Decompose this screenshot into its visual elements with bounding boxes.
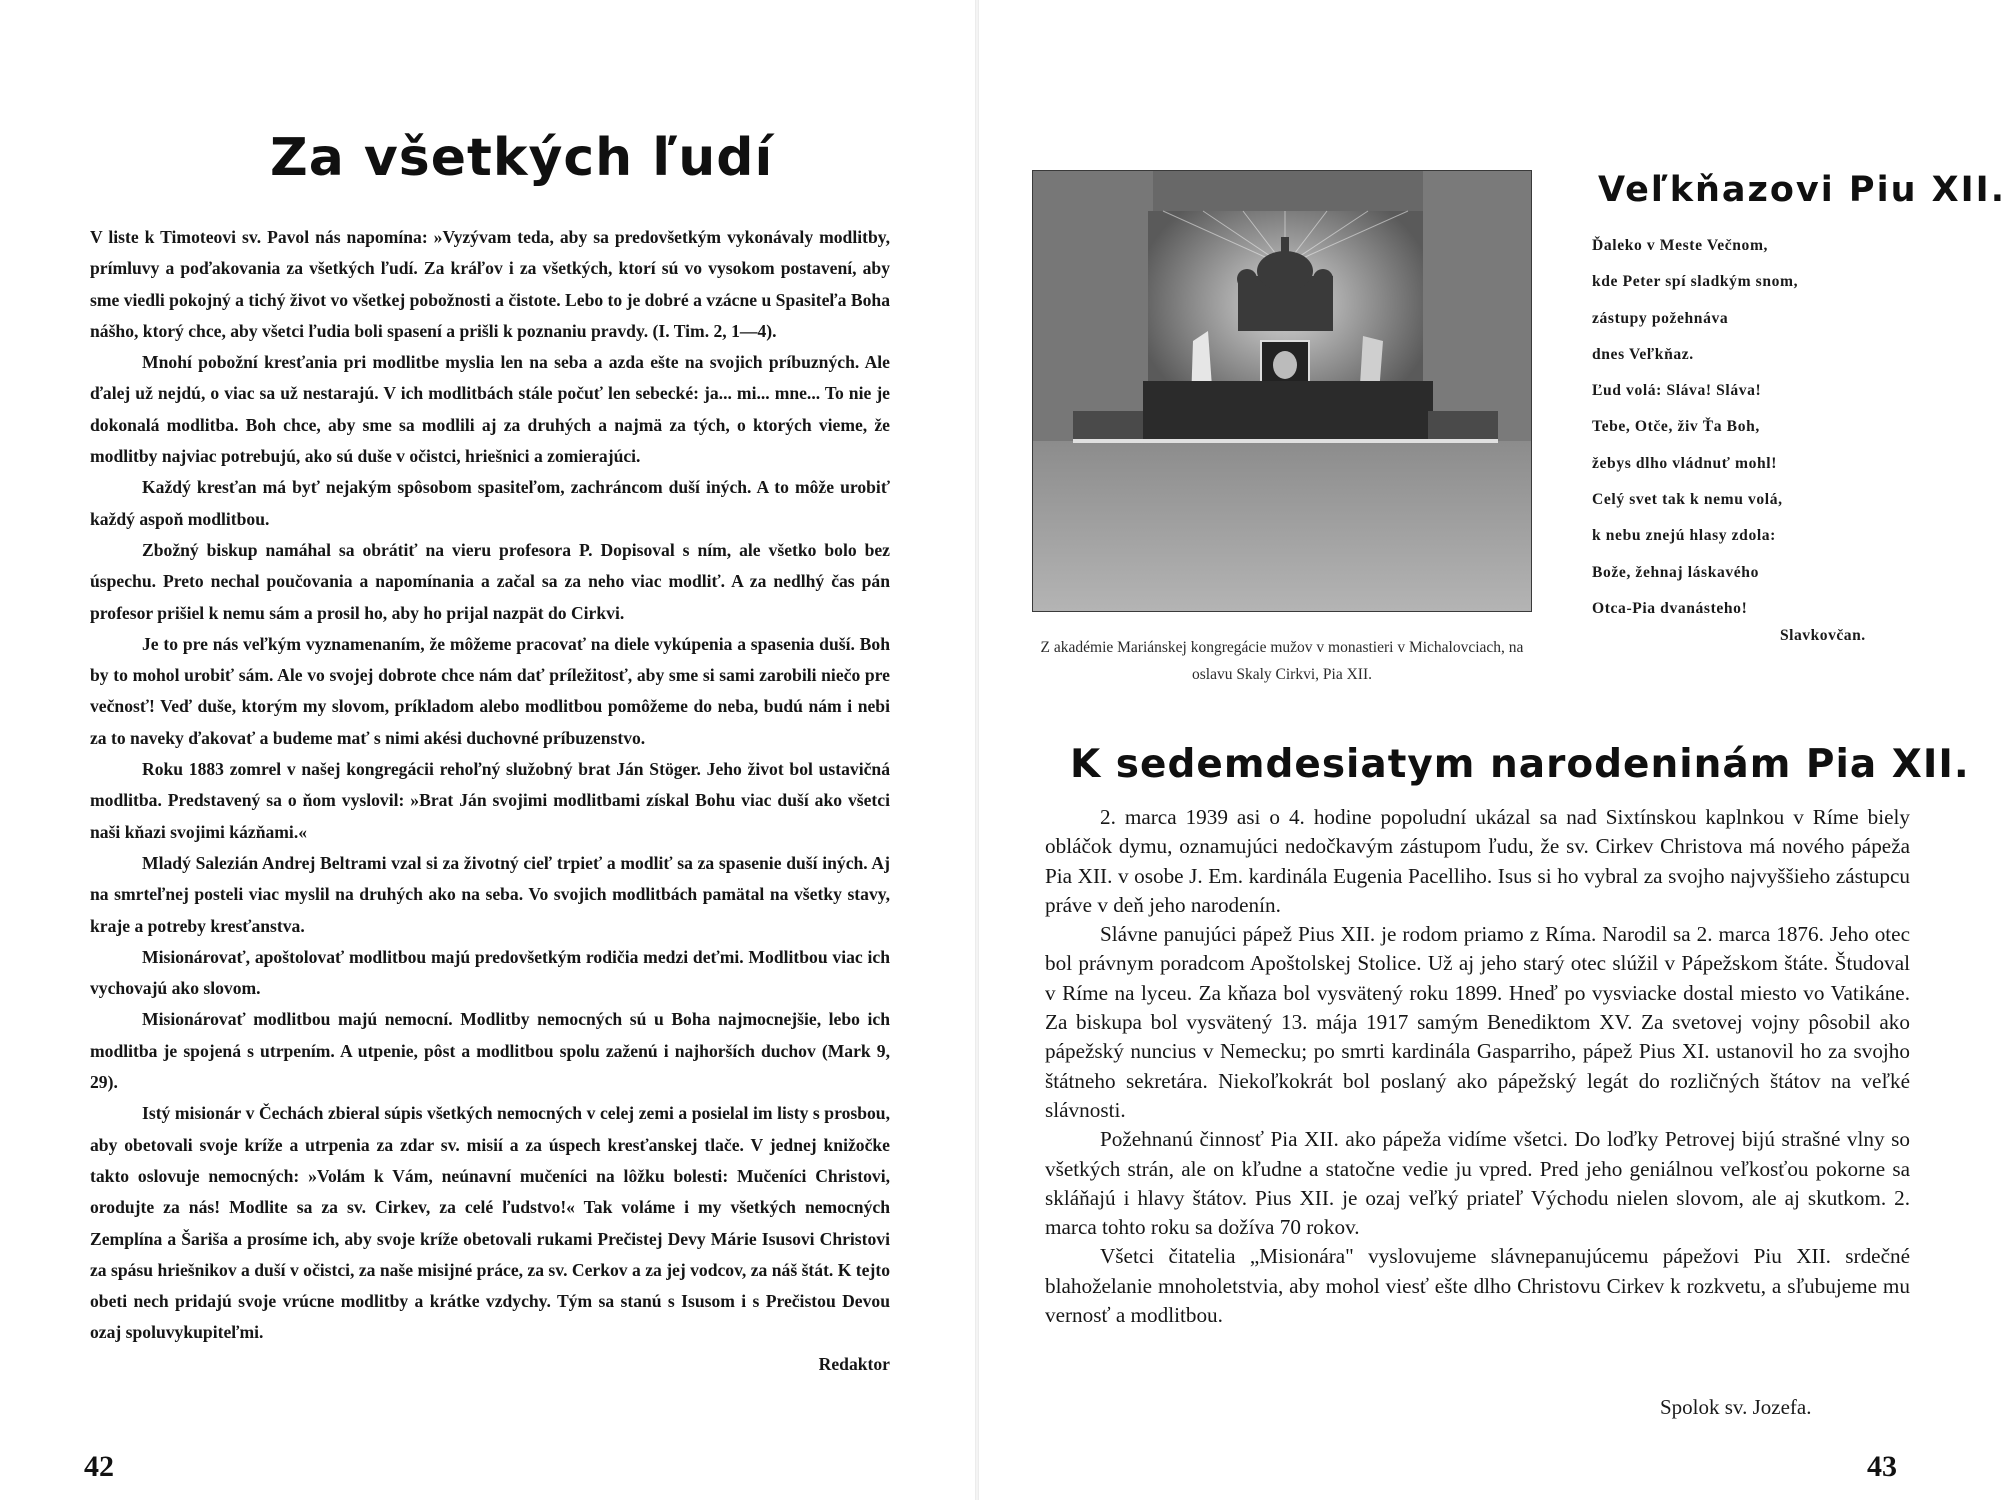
poem-line: Ľud volá: Sláva! Sláva! [1592,382,1762,400]
celebration-photo [1032,170,1532,612]
poem-title: Veľkňazovi Piu XII. [1598,170,2006,210]
paragraph: Istý misionár v Čechách zbieral súpis všetkých nemocných v celej zemi a posielal im listy s prosbou, aby obetovali svoje kríže a utrpenia za zdar sv. misií a za úspech kresťanskej tlače. V jednej knižočke takto oslovuje nemocných: »Volám k Vám, neúnavní mučeníci na lôžku bolesti: Mučeníci Christovi, orodujte za nás! Modlite sa za sv. Cirkev, za celé ľudstvo!« Tak voláme i my všetkých nemocných Zemplína a Šariša a prosíme ich, aby svoje kríže obetovali rukami Prečistej Devy Márie Isusovi Christovi za spásu hriešnikov a duší v očistci, za naše misijné práce, za sv. Cerkov a za jej vodcov, za náš štát. K tejto obeti nech pridajú svoje vrúcne modlitby a krátke vzdychy. Tým sa stanú s Isusom i s Prečistou Devou ozaj spoluvykupiteľmi. [90,1103,890,1343]
poem-line: Ďaleko v Meste Večnom, [1592,237,1769,254]
paragraph: Požehnanú činnosť Pia XII. ako pápeža vidíme všetci. Do loďky Petrovej bijú strašné vlny so všetkých strán, ale on kľudne a statočne vedie ju vpred. Pred jeho geniálnou veľkosťou pokorne sa skláňajú i hlavy štátov. Pius XII. je ozaj veľký priateľ Východu nielen slovom, ale aj skutkom. 2. marca tohto roku sa dožíva 70 rokov. [1045,1127,1910,1240]
poem-line: Otca-Pia dvanásteho! [1592,599,1748,617]
stage-photo-illustration [1033,171,1531,611]
poem-line: k nebu znejú hlasy zdola: [1592,527,1776,545]
paragraph: Všetci čitatelia „Misionára" vyslovujeme slávnepanujúcemu pápežovi Piu XII. srdečné blahoželanie mnoholetstvia, aby mohol viesť ešte dlho Christovu Cirkev k rozkvetu, a sľubujeme mu vernosť a modlitbou. [1045,1244,1910,1328]
paragraph: Mnohí pobožní kresťania pri modlitbe myslia len na seba a azda ešte na svojich príbuzných. Ale ďalej už nejdú, o viac sa už nestarajú. V ich modlitbách stále počuť len sebecké: ja... mi... mne... To nie je dokonalá modlitba. Boh chce, aby sme sa modlili aj za druhých a najmä za tých, o ktorých vieme, že modlitby najviac potrebujú, ako sú duše v očistci, hriešnici a zomierajúci. [90,352,890,467]
paragraph: Každý kresťan má byť nejakým spôsobom spasiteľom, zachráncom duší iných. A to môže urobiť každý aspoň modlitbou. [90,477,890,529]
poem-line: Tebe, Otče, živ Ťa Boh, [1592,418,1760,436]
photo-caption: Z akadémie Mariánskej kongregácie mužov v monastieri v Michalovciach, na oslavu Skaly Cirkvi, Pia XII. [1040,639,1524,683]
left-article-signature: Redaktor [818,1353,890,1374]
paragraph: Zbožný biskup namáhal sa obrátiť na vieru profesora P. Dopisoval s ním, ale všetko bolo bez úspechu. Preto nechal poučovania a napomínania a začal sa za neho viac modliť. A za nedlhý čas pán profesor prišiel k nemu sám a prosil ho, aby ho prijal nazpät do Cirkvi. [90,539,890,623]
left-page-number: 42 [84,1450,114,1483]
paragraph: V liste k Timoteovi sv. Pavol nás napomína: »Vyzývam teda, aby sa predovšetkým vykonávaly modlitby, prímluvy a poďakovania za všetkých ľudí. Za kráľov i za všetkých, ktorí sú vo vysokom postavení, aby sme viedli pokojný a tichý život vo všetkej pobožnosti a čistote. Lebo to je dobré a vzácne u Spasiteľa Boha nášho, ktorý chce, aby všetci ľudia boli spasení a prišli k poznaniu pravdy. (I. Tim. 2, 1—4). [90,227,890,341]
paragraph: Mladý Salezián Andrej Beltrami vzal si za životný cieľ trpieť a modliť sa za spasenie duší iných. Aj na smrteľnej posteli viac myslil na druhých ako na seba. Vo svojich modlitbách pamätal na všetky stavy, kraje a potreby kresťanstva. [90,852,890,936]
poem-line: žebys dlho vládnuť mohl! [1592,454,1778,472]
poem-line: Celý svet tak k nemu volá, [1592,491,1783,509]
poem-line: Bože, žehnaj láskavého [1592,563,1759,581]
left-article-body [90,222,890,1380]
right-page-number: 43 [1867,1450,1897,1483]
paragraph: Je to pre nás veľkým vyznamenaním, že môžeme pracovať na diele vykúpenia a spasenia duší. Boh by to mohol urobiť sám. Ale vo svojej dobrote chce nám dať príležitosť, aby sme si sami zarobili niečo pre večnosť! Veď duše, ktorým my slovom, príkladom alebo modlitbou pomôžeme do neba, budú nám i nebi za to naveky ďakovať a budeme mať s nimi akési duchovné príbuzenstvo. [90,633,890,748]
right-article-body [1045,803,1910,1330]
poem-line: dnes Veľkňaz. [1592,345,1694,363]
paragraph: Slávne panujúci pápež Pius XII. je rodom priamo z Ríma. Narodil sa 2. marca 1876. Jeho otec bol právnym poradcom Apoštolskej Stolice. Už aj jeho starý otec slúžil v Pápežskom štáte. Študoval v Ríme na lyceu. Za kňaza bol vysvätený roku 1899. Hneď po vysviacke dostal miesto vo Vatikáne. Za biskupa bol vysvätený 13. mája 1917 samým Benediktom XV. Za svetovej vojny pôsobil ako pápežský nuncius v Nemecku; po smrti kardinála Gasparriho, pápež Pius XI. ustanovil ho za svojho štátneho sekretára. Niekoľkokrát bol poslaný ako pápežský legát do rozličných štátov na veľké slávnosti. [1045,922,1910,1122]
book-gutter [975,0,979,1500]
poem [1592,228,1922,627]
poem-line: kde Peter spí sladkým snom, [1592,273,1799,291]
paragraph: 2. marca 1939 asi o 4. hodine popoludní ukázal sa nad Sixtínskou kaplnkou v Ríme biely obláčok dymu, oznamujúci nedočkavým zástupom ľudu, že sv. Cirkev Christova má nového pápeža Pia XII. v osobe J. Em. kardinála Eugenia Pacelliho. Isus si ho vybral za svojho najvyššieho zástupcu práve v deň jeho narodenín. [1045,805,1910,917]
paragraph: Roku 1883 zomrel v našej kongregácii rehoľný služobný brat Ján Stöger. Jeho život bol ustavičná modlitba. Predstavený sa o ňom vyslovil: »Brat Ján svojimi modlitbami získal Bohu viac duší ako všetci naši kňazi svojimi kázňami.« [90,759,890,842]
poem-line: zástupy požehnáva [1592,309,1729,327]
paragraph: Misionárovať modlitbou majú nemocní. Modlitby nemocných sú u Boha najmocnejšie, lebo ich modlitba je spojená s utrpením. A utpenie, pôst a modlitbou spolu zaženú i najhorších duchov (Mark 9, 29). [90,1009,890,1093]
right-article-signature: Spolok sv. Jozefa. [1660,1395,1812,1419]
right-article-title: K sedemdesiatym narodeninám Pia XII. [1070,742,1970,787]
paragraph: Misionárovať, apoštolovať modlitbou majú predovšetkým rodičia medzi deťmi. Modlitbou viac ich vychovajú ako slovom. [90,946,890,999]
left-article-title: Za všetkých ľudí [270,128,774,188]
poem-author: Slavkovčan. [1780,627,1866,644]
